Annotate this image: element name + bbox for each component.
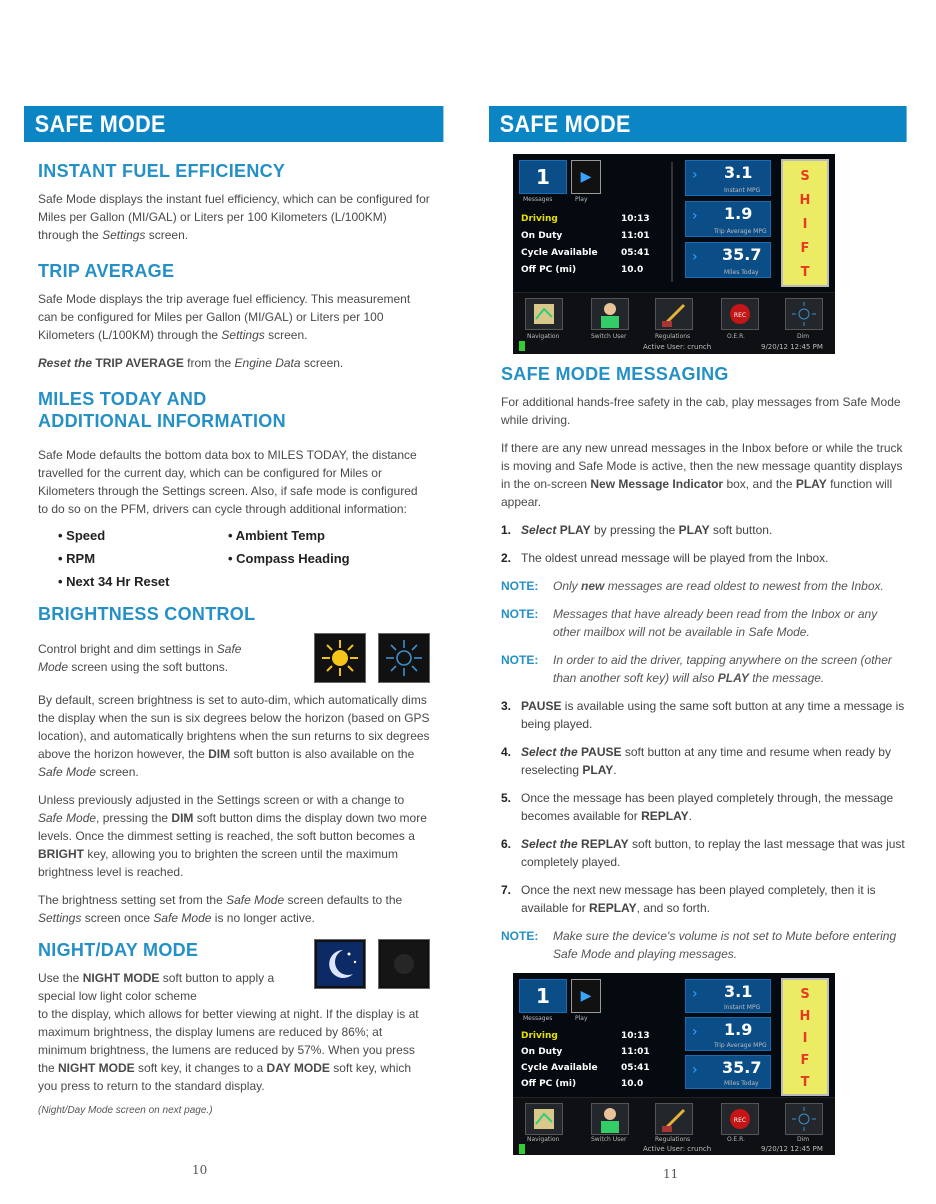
shift-indicator: S H I F T: [781, 978, 829, 1096]
heading-miles-today: MILES TODAY AND ADDITIONAL INFORMATION: [38, 389, 286, 431]
step-6: 6. Select the REPLAY soft button, to replay the last message that was just completely played.: [501, 837, 905, 869]
heading-safe-mode-messaging: SAFE MODE MESSAGING: [501, 364, 729, 384]
soft-button-bar: REC Navigation Switch User Regulations O.E.R. Dim Active User: crunch 9/20/12 12:45 PM: [513, 1097, 835, 1155]
switch-user-button[interactable]: [591, 298, 629, 330]
trip-average-tile[interactable]: › 1.9 Trip Average MPG: [685, 1017, 771, 1051]
heading-trip-average: TRIP AVERAGE: [38, 261, 175, 281]
dim-button[interactable]: [785, 298, 823, 330]
step-7: 7. Once the next new message has been played completely, then it is available for REPLAY, and so forth.: [501, 883, 876, 915]
heading-instant-fuel: INSTANT FUEL EFFICIENCY: [38, 161, 286, 181]
page-number-right: 11: [663, 1167, 679, 1181]
messaging-new-message: If there are any new unread messages in the Inbox before or while the truck is moving and Safe Mode is active, then the new message quantity displays in the on-screen New Message Indicator box, and the PLAY function will appear.: [501, 441, 903, 509]
navigation-button[interactable]: [525, 298, 563, 330]
off-pc-label: Off PC (mi): [521, 265, 577, 275]
heading-night-day: NIGHT/DAY MODE: [38, 940, 199, 960]
heading-brightness: BRIGHTNESS CONTROL: [38, 604, 256, 624]
left-content: [24, 142, 444, 1116]
page-number-left: 10: [192, 1163, 208, 1177]
play-button[interactable]: ▶: [571, 160, 601, 194]
navigation-button[interactable]: [525, 1103, 563, 1135]
trip-average-text: Safe Mode displays the trip average fuel efficiency. This measurement can be configured for Miles per Gallon (MI/GAL) or Liters per 100 Kilometers (L/100KM) through the Settings screen.: [38, 292, 411, 342]
bright-sun-icon[interactable]: [314, 633, 366, 683]
cycle-available-label: Cycle Available: [521, 248, 598, 258]
right-page: [489, 106, 907, 1155]
regulations-button[interactable]: [655, 1103, 693, 1135]
night-mode-intro: Use the NIGHT MODE soft button to apply a special low light color scheme: [38, 971, 275, 1003]
instant-fuel-text: Safe Mode displays the instant fuel efficiency, which can be configured for Miles per Gallon (MI/GAL) or Liters per 100 Kilometers (L/100KM) through the Settings screen.: [38, 192, 430, 242]
step-5: 5. Once the message has been played completely through, the message becomes available for REPLAY.: [501, 791, 894, 823]
brightness-intro: Control bright and dim settings in Safe Mode screen using the soft buttons.: [38, 633, 430, 683]
oer-button[interactable]: [721, 298, 759, 330]
dim-sun-icon[interactable]: [378, 633, 430, 683]
night-moon-icon[interactable]: [314, 939, 366, 989]
trip-average-tile[interactable]: › 1.9 Trip Average MPG: [685, 201, 771, 237]
note-2: NOTE: Messages that have already been read from the Inbox or any other mailbox will not be available in Safe Mode.: [501, 607, 878, 639]
instant-mpg-tile[interactable]: › 3.1 Instant MPG: [685, 160, 771, 196]
dim-button[interactable]: [785, 1103, 823, 1135]
divider: [671, 162, 673, 282]
regulations-button[interactable]: [655, 298, 693, 330]
svg-text:REC: REC: [733, 312, 747, 319]
bullet-next-reset: • Next 34 Hr Reset: [58, 574, 170, 589]
note-4: NOTE: Make sure the device's volume is not set to Mute before entering Safe Mode and playing messages.: [501, 929, 897, 961]
brightness-auto-dim-text: By default, screen brightness is set to auto-dim, which automatically dims the display when the sun is six degrees below the horizon (based on GPS location), and automatically brightens when the sun returns to six degrees above the horizon however, the DIM soft button is also available on the Safe Mode screen.: [38, 693, 430, 779]
info-bullets: [58, 528, 430, 589]
active-user: Active User: crunch: [643, 343, 712, 351]
bullet-speed: • Speed: [58, 528, 106, 543]
section-banner: SAFE MODE: [489, 106, 907, 142]
brightness-dim-text: Unless previously adjusted in the Settings screen or with a change to Safe Mode, pressing the DIM soft button dims the display down two more levels. Once the dimmest setting is reached, the soft button becomes a BRIGHT key, allowing you to brighten the screen until the maximum brightness level is reached.: [38, 793, 427, 879]
note-3: NOTE: In order to aid the driver, tapping anywhere on the screen (other than another soft key) will also PLAY the message.: [501, 653, 892, 685]
step-2: 2. The oldest unread message will be played from the Inbox.: [501, 551, 829, 565]
new-message-indicator[interactable]: 1: [519, 979, 567, 1013]
note-1: NOTE: Only new messages are read oldest to newest from the Inbox.: [501, 579, 884, 593]
play-button[interactable]: ▶: [571, 979, 601, 1013]
soft-button-bar: REC Navigation Switch User Regulations O.E.R. Dim Active User: crunch 9/20/12 12:45 PM: [513, 292, 835, 354]
night-day-header: [38, 939, 430, 1005]
miles-today-text: Safe Mode defaults the bottom data box to MILES TODAY, the distance travelled for the current day, which can be configured for Miles or Kilometers through the Settings screen. Also, if safe mode is configured to do so on the PFM, drivers can cycle through additional information:: [38, 448, 418, 516]
bullet-compass-heading: • Compass Heading: [228, 551, 350, 566]
day-mode-icon[interactable]: [378, 939, 430, 989]
svg-text:REC: REC: [733, 1117, 747, 1124]
step-1: 1. Select PLAY by pressing the PLAY soft button.: [501, 523, 773, 537]
miles-today-tile[interactable]: › 35.7 Miles Today: [685, 242, 771, 278]
signal-icon: [519, 341, 525, 351]
right-content: [489, 142, 907, 1155]
date-time: 9/20/12 12:45 PM: [761, 343, 823, 351]
shift-indicator: S H I F T: [781, 159, 829, 287]
safe-mode-screen-2: 1 ▶ Messages Play Driving 10:13 On Duty 11:01 Cycle Available 05:41 Off PC (mi) 10.0 › 3.1 Instant MPG › 1.9 Trip Average MPG › 35.7 Miles Today S H I F T REC Navigation Switch User Regulations O.E.R. Dim Active User: crunch 9/20/12 12:45 PM: [513, 973, 835, 1155]
instant-mpg-tile[interactable]: › 3.1 Instant MPG: [685, 979, 771, 1013]
driving-value: 10:13: [621, 214, 650, 224]
oer-button[interactable]: [721, 1103, 759, 1135]
on-duty-value: 11:01: [621, 231, 650, 241]
driving-label: Driving: [521, 214, 558, 224]
night-mode-footnote: (Night/Day Mode screen on next page.): [38, 1105, 213, 1116]
bullet-rpm: • RPM: [58, 551, 96, 566]
step-4: 4. Select the PAUSE soft button at any time and resume when ready by reselecting PLAY.: [501, 745, 891, 777]
switch-user-button[interactable]: [591, 1103, 629, 1135]
off-pc-value: 10.0: [621, 265, 644, 275]
play-label: Play: [575, 196, 588, 203]
new-message-indicator[interactable]: 1: [519, 160, 567, 194]
signal-icon: [519, 1144, 525, 1154]
miles-today-tile[interactable]: › 35.7 Miles Today: [685, 1055, 771, 1089]
bullet-ambient-temp: • Ambient Temp: [228, 528, 325, 543]
safe-mode-screen: [513, 154, 835, 354]
section-banner: SAFE MODE: [24, 106, 444, 142]
cycle-available-value: 05:41: [621, 248, 650, 258]
messaging-intro: For additional hands-free safety in the cab, play messages from Safe Mode while driving.: [501, 395, 901, 427]
night-mode-text: to the display, which allows for better viewing at night. If the display is at maximum brightness, the display lumens are reduced by 86%; at minimum brightness, the lumens are reduced by 57%. When you press the NIGHT MODE soft key, it changes to a DAY MODE soft key, which you press to return to the standard display.: [38, 1007, 419, 1093]
messages-label: Messages: [523, 196, 553, 203]
brightness-default-text: The brightness setting set from the Safe Mode screen defaults to the Settings screen once Safe Mode is no longer active.: [38, 893, 403, 925]
on-duty-label: On Duty: [521, 231, 563, 241]
left-page: [24, 106, 444, 1116]
trip-reset-text: Reset the TRIP AVERAGE from the Engine Data screen.: [38, 356, 344, 370]
step-3: 3. PAUSE is available using the same soft button at any time a message is being played.: [501, 699, 905, 731]
